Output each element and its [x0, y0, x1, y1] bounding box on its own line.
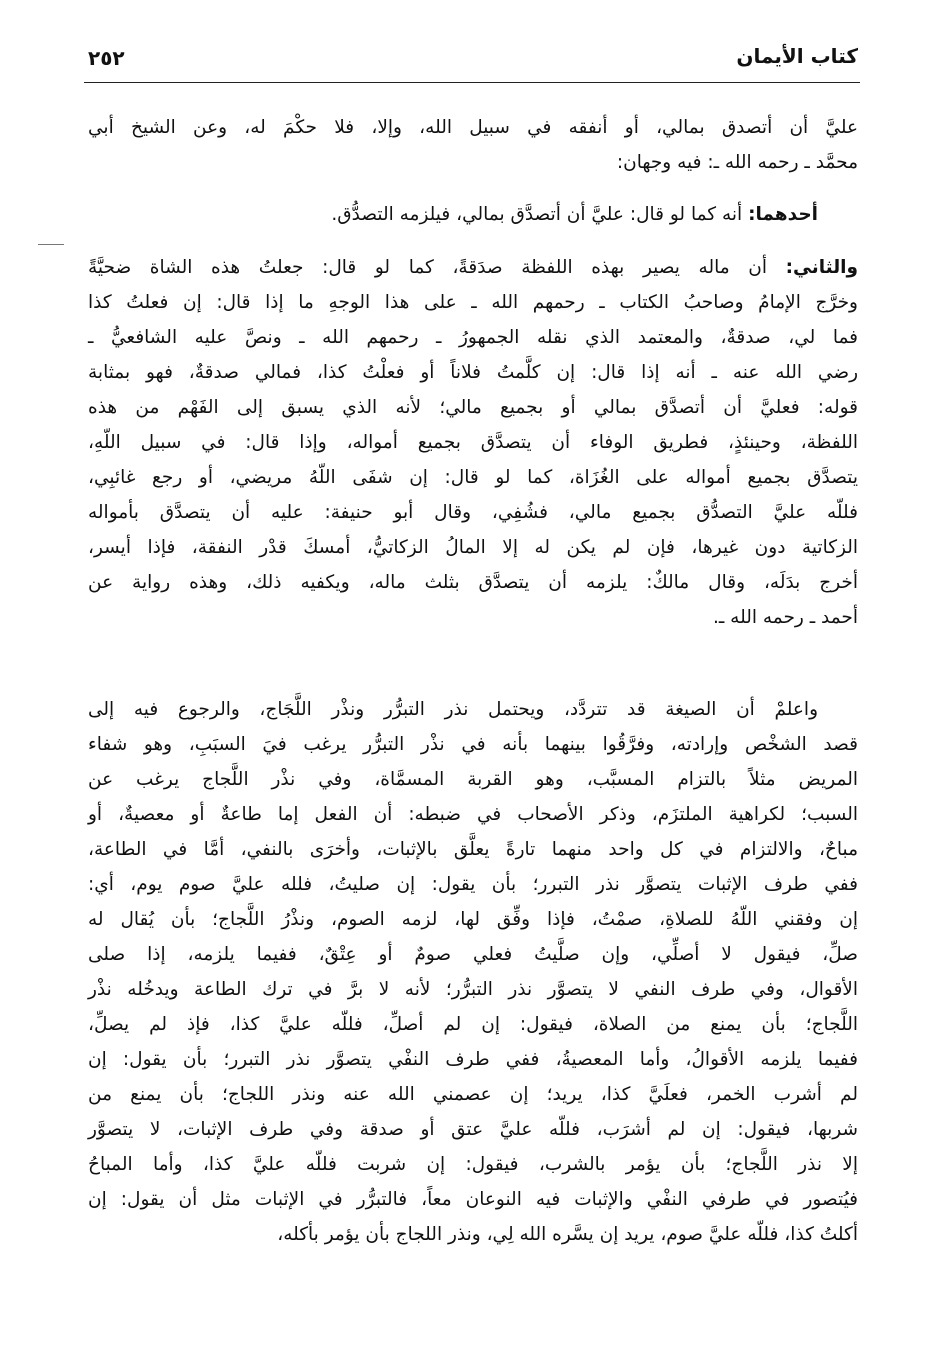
paragraph-1	[88, 110, 858, 180]
text-line	[88, 867, 858, 902]
text-line	[88, 1112, 858, 1147]
line-text: الأقوال، وفي طرف النفي لا يتصوَّر نذر التبرُّر؛ لأنه لا برَّ في ترك الطاعة ويدخُله نذْر	[88, 979, 858, 1000]
line-text: اللفظة، وحينئذٍ، فطريق الوفاء أن يتصدَّق بجميع أمواله، وإذا قال: في سبيل اللّهِ،	[88, 432, 858, 453]
line-text: أحمد ـ رحمه الله ـ.	[712, 607, 858, 628]
text-line	[88, 692, 858, 727]
text-line	[88, 1007, 858, 1042]
line-text: قصد الشخْص وإرادته، وفرَّقُوا بينهما بأنه في نذْر التبرُّر يرغب فيَ السبَبِ، وهو شفاء	[88, 734, 858, 755]
line-text: رضي الله عنه ـ أنه إذا قال: إن كلَّمتُ فلاناً أو فعلْتُ كذا، فمالي صدقةٌ، فهو بمثابة	[88, 362, 858, 383]
text-line	[88, 197, 858, 232]
line-text: أن ماله يصير بهذه اللفظة صدَقةً، كما لو قال: جعلتُ هذه الشاة ضحيَّةً	[88, 257, 786, 278]
text-line	[88, 530, 858, 565]
header-rule	[84, 82, 860, 83]
line-text: واعلمْ أن الصيغة قد تتردَّد، ويحتمل نذر التبرُّر ونذْر اللَّجَاج، والرجوع فيه إلى	[88, 699, 818, 720]
line-text: وخرَّج الإمامُ وصاحبُ الكتاب ـ رحمهم الله ـ على هذا الوجهِ ما إذا قال: إن فعلتُ كذا	[88, 292, 858, 313]
line-text: اللَّجاج؛ بأن يمنع من الصلاة، فيقول: إن لم أصلِّ، فللّه عليَّ كذا، فإذ لم يصلِّ،	[88, 1014, 858, 1035]
line-text: عليَّ أن أتصدق بمالي، أو أنفقه في سبيل الله، وإلا، فلا حكْمَ له، وعن الشيخ أبي	[88, 117, 858, 138]
paragraph-4	[88, 692, 858, 1252]
text-line	[88, 110, 858, 145]
line-text: إن وفقني اللّهُ للصلاةِ، صمْتُ، فإذا وفِّق لها، لزمه الصوم، ونذْرُ اللَّجاج؛ بأن يُقال له	[88, 909, 858, 930]
text-line	[88, 727, 858, 762]
line-text: أكلتُ كذا، فللّه عليَّ صوم، يريد إن يسَّره الله لِي، ونذر اللجاج بأن يؤمر بأكله،	[277, 1224, 858, 1245]
text-line	[88, 600, 858, 635]
text-line	[88, 832, 858, 867]
line-text: ففي طرف الإثبات يتصوَّر نذر التبرر؛ بأن يقول: إن صليتُ، فلله عليَّ صوم يوم، أي:	[88, 874, 858, 895]
line-text: إلا نذر اللَّجاج؛ بأن يؤمر بالشرب، فيقول: إن شربت فللّه عليَّ كذا، وأما المباحُ	[88, 1154, 858, 1175]
line-text: المريض مثلاً بالتزام المسبَّب، وهو القربة المسمَّاة، وفي نذْر اللَّجاج يرغب عن	[88, 769, 858, 790]
line-text: الزكاتية دون غيرها، فإن لم يكن له إلا المالُ الزكاتيُّ، أمسكَ قدْر النفقة، فإذا أيسر،	[88, 537, 858, 558]
line-text: قوله: فعليَّ أن أتصدَّق بمالي أو بجميع مالي؛ لأنه الذي يسبق إلى الفَهْم من هذه	[88, 397, 858, 418]
line-text: ففيما يلزمه الأقوالُ، وأما المعصيةُ، ففي طرف النفْي يتصوَّر نذر التبرر؛ بأن يقول: إن	[88, 1049, 858, 1070]
line-text: شربها، فيقول: إن لم أشرَب، فللّه عليَّ عتق أو صدقة وفي طرف الإثبات، لا يتصوَّر	[88, 1119, 858, 1140]
line-text: فيُتصور في طرفي النفْي والإثبات فيه النوعان معاً، فالتبرُّر في الإثبات مثل أن يقول: إن	[88, 1189, 858, 1210]
running-header-title: كتاب الأيمان	[736, 44, 858, 68]
line-text: مباحٌ، والالتزام في كل واحد منهما تارةً يعلَّق بالإثبات، وأخرَى بالنفي، أمَّا في الطاعة،	[88, 839, 858, 860]
text-line	[88, 495, 858, 530]
line-text: أنه كما لو قال: عليَّ أن أتصدَّق بمالي، فيلزمه التصدُّق.	[331, 204, 749, 225]
text-line	[88, 145, 858, 180]
bold-lead-label: أحدهما:	[748, 204, 818, 225]
text-line	[88, 390, 858, 425]
text-line	[88, 1077, 858, 1112]
line-text: صلِّ، فيقول لا أصلِّي، وإن صلَّيتُ فعلي صومٌ أو عِتْقٌ، ففيما يلزمه، إذا صلى	[88, 944, 858, 965]
bold-lead-label: والثاني:	[785, 257, 858, 278]
margin-mark	[38, 244, 64, 245]
paragraph-3	[88, 250, 858, 635]
text-line	[88, 250, 858, 285]
line-text: لم أشرب الخمر، فعلَيَّ كذا، يريد؛ إن عصمني الله عنه ونذر اللجاج؛ بأن يمنع من	[88, 1084, 858, 1105]
text-line	[88, 1182, 858, 1217]
text-line	[88, 1042, 858, 1077]
text-line	[88, 320, 858, 355]
text-line	[88, 460, 858, 495]
text-line	[88, 1217, 858, 1252]
text-line	[88, 797, 858, 832]
line-text: السبب؛ لكراهية الملتزَم، وذكر الأصحاب في ضبطه: أن الفعل إما طاعةٌ أو معصيةٌ، أو	[88, 804, 858, 825]
text-line	[88, 972, 858, 1007]
page-number: ٢٥٢	[88, 46, 125, 70]
text-line	[88, 762, 858, 797]
text-line	[88, 937, 858, 972]
paragraph-2	[88, 197, 858, 232]
text-line	[88, 425, 858, 460]
text-line	[88, 565, 858, 600]
text-line	[88, 1147, 858, 1182]
line-text: فللّه عليَّ التصدُّق بجميع مالي، فشُفِي، وقال أبو حنيفة: عليه أن يتصدَّق بأمواله	[88, 502, 858, 523]
line-text: أخرج بدَلَه، وقال مالكٌ: يلزمه أن يتصدَّق بثلث ماله، ويكفيه ذلك، وهذه رواية عن	[88, 572, 858, 593]
text-line	[88, 355, 858, 390]
line-text: محمَّد ـ رحمه الله ـ: فيه وجهان:	[616, 152, 858, 173]
text-line	[88, 902, 858, 937]
line-text: فما لي، صدقةٌ، والمعتمد الذي نقله الجمهورُ ـ رحمهم الله ـ ونصَّ عليه الشافعيُّ ـ	[88, 327, 858, 348]
line-text: يتصدَّق بجميع أمواله على الغُزَاة، كما لو قال: إن شفَى اللّهُ مريضي، أو رجع غائبِي،	[88, 467, 858, 488]
text-line	[88, 285, 858, 320]
